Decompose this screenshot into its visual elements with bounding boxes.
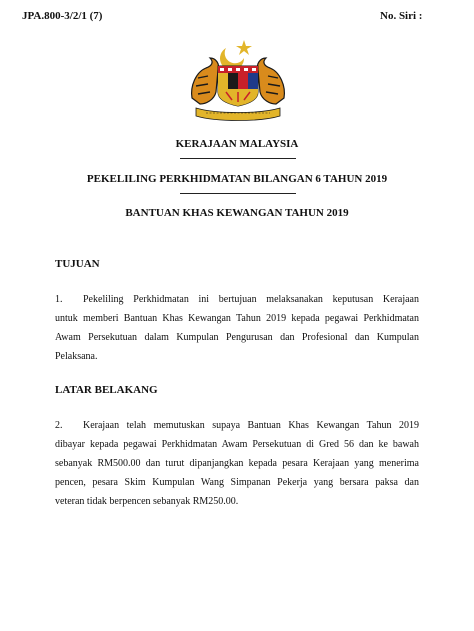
motto-scroll-icon [196, 108, 280, 121]
paragraph-line: Awam Persekutuan dalam Kumpulan Pengurusan dan Profesional dan Kumpulan [55, 332, 419, 343]
serial-number-label: No. Siri : [380, 10, 423, 22]
paragraph-line: pencen, pesara Skim Kumpulan Wang Simpanan Pekerja yang bersara paksa dan [55, 477, 419, 488]
section-heading-latar-belakang: LATAR BELAKANG [55, 384, 158, 396]
coat-of-arms-icon [186, 34, 290, 122]
shield-icon [218, 66, 258, 106]
paragraph-number: 1. [55, 294, 63, 305]
paragraph-number: 2. [55, 420, 63, 431]
paragraph-1 [55, 290, 419, 366]
reference-number: JPA.800-3/2/1 (7) [22, 10, 103, 22]
right-tiger-icon [257, 58, 284, 104]
divider-bottom [180, 193, 296, 194]
divider-top [180, 158, 296, 159]
government-title: KERAJAAN MALAYSIA [175, 138, 299, 150]
paragraph-line: dibayar kepada pegawai Perkhidmatan Awam Persekutuan di Gred 56 dan ke bawah [55, 439, 419, 450]
paragraph-line: sebanyak RM500.00 dan turut dipanjangkan kepada pesara Kerajaan yang menerima [55, 458, 419, 469]
paragraph-line: untuk memberi Bantuan Khas Kewangan Tahun 2019 kepada pegawai Perkhidmatan [55, 313, 419, 324]
paragraph-line: Pelaksana. [55, 351, 98, 362]
paragraph-2 [55, 416, 419, 511]
section-heading-tujuan: TUJUAN [55, 258, 100, 270]
paragraph-line: veteran tidak berpencen sebanyak RM250.00. [55, 496, 239, 507]
left-tiger-icon [192, 58, 219, 104]
paragraph-line: 2. Kerajaan telah memutuskan supaya Bantuan Khas Kewangan Tahun 2019 [55, 416, 419, 435]
circular-title: PEKELILING PERKHIDMATAN BILANGAN 6 TAHUN 2019 [86, 173, 388, 185]
subject-title: BANTUAN KHAS KEWANGAN TAHUN 2019 [125, 207, 349, 219]
paragraph-line: 1. Pekeliling Perkhidmatan ini bertujuan melaksanakan keputusan Kerajaan [55, 290, 419, 309]
